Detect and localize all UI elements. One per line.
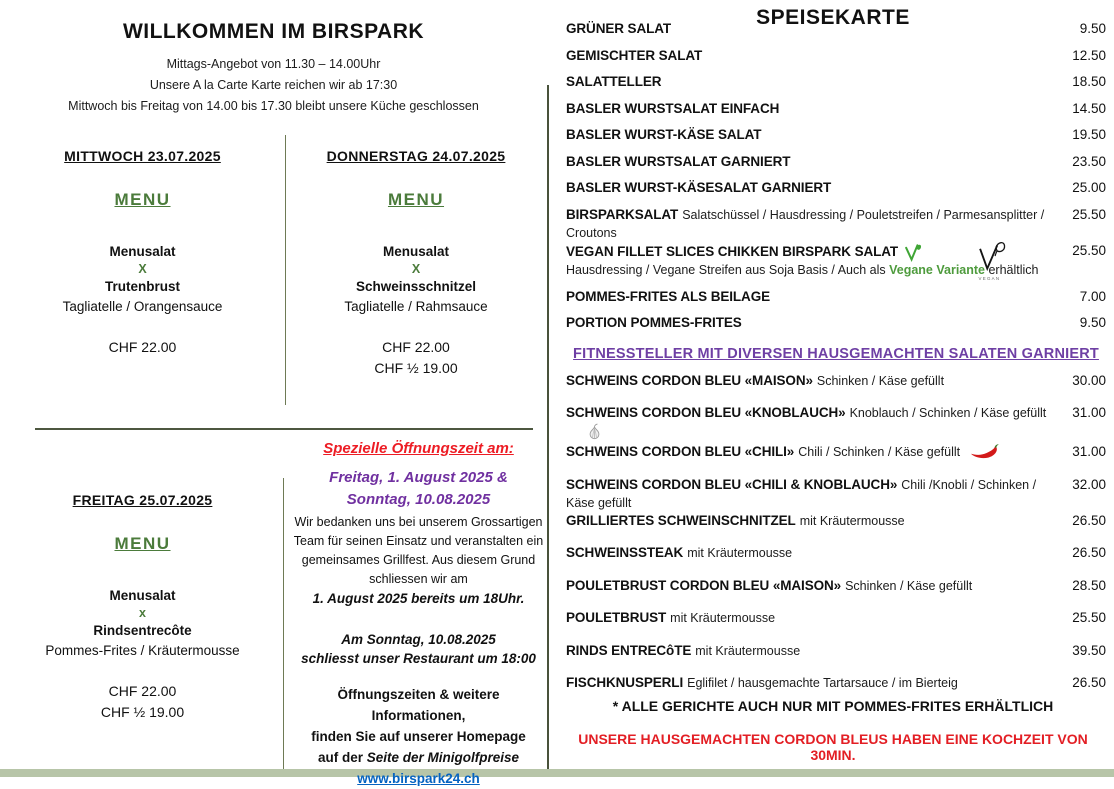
menu-item-line1 [566,179,1052,197]
menu-label: MENU [114,534,171,553]
menu-item-name: POULETBRUST [566,610,667,625]
menu-item-price: 18.50 [1072,74,1106,89]
menu-item-price: 12.50 [1072,47,1106,63]
menu-item-main [566,179,1060,197]
menu-item-name: RINDS ENTRECôTE [566,642,692,658]
menu-item-name: POMMES-FRITES ALS BEILAGE [566,288,771,304]
opening-hours-line: Mittwoch bis Freitag von 14.00 bis 17.30 bleibt unsere Küche geschlossen [68,99,479,113]
menu-item-name: BIRSPARKSALAT [566,206,679,222]
menu-item-row [566,404,1106,443]
menu-item-line1 [566,443,1052,461]
svg-text:VEGAN: VEGAN [978,275,1001,281]
menu-item-name: SCHWEINSSTEAK [566,545,684,560]
menu-item-price: 31.00 [1072,405,1106,420]
menu-item-line1 [566,577,1052,595]
menu-item-name: VEGAN FILLET SLICES CHIKKEN BIRSPARK SALAT [566,243,899,259]
menu-item-price: 39.50 [1072,642,1106,658]
menu-item-line1 [566,314,1052,332]
menu-item-row [566,206,1106,242]
menu-item-main [566,206,1060,242]
menu-item-desc: Knoblauch / Schinken / Käse gefüllt [849,406,1047,420]
page-title: WILLKOMMEN IM BIRSPARK [122,20,425,43]
menu-item-row [566,73,1106,100]
menu-item-line1 [566,206,1052,242]
menu-item-line1 [566,642,1052,660]
daily-menu-donnerstag [285,148,547,379]
menu-side: Tagliatelle / Orangensauce [62,299,223,314]
special-closing1: 1. August 2025 bereits um 18Uhr. [312,591,525,606]
special-body: Wir bedanken uns bei unserem Grossartigen Team für seinen Einsatz und veranstalten ein gemeinsames Grillfest. Aus diesem Grund schliessen wir am [293,515,544,586]
menu-item2: Schweinsschnitzel [355,279,477,294]
menu-item-line1 [566,288,1052,306]
menu-item-price: 26.50 [1072,512,1106,528]
menu-item-name: SCHWEINS CORDON BLEU «KNOBLAUCH» [566,405,846,420]
menu-item-line1 [566,404,1052,443]
opening-hours-line: Mittags-Angebot von 11.30 – 14.00Uhr [166,57,381,71]
menu-item-line1 [566,674,1052,692]
menu-item-name: BASLER WURST-KÄSESALAT GARNIERT [566,180,832,195]
menu-item-row [566,179,1106,206]
menu-item-name: SALATTELLER [566,74,662,89]
menu-item2: Trutenbrust [104,279,180,294]
menu-item-desc: Schinken / Käse gefüllt [845,578,973,593]
menu-item-main [566,100,1060,118]
menu-side: Tagliatelle / Rahmsauce [344,299,488,314]
menu-item-row [566,47,1106,74]
special-info-prefix: auf der [317,750,367,765]
menu-item-price: 28.50 [1072,577,1106,593]
menu-item-row [566,242,1106,288]
special-closing2-line2: schliesst unser Restaurant um 18:00 [301,651,536,666]
menu-item-main [566,153,1060,171]
menu-connector: X [411,262,421,276]
special-date-line: Freitag, 1. August 2025 & [329,469,508,486]
cooking-time-note: UNSERE HAUSGEMACHTEN CORDON BLEUS HABEN EINE KOCHZEIT VON 30MIN. [578,731,1088,763]
menu-list [566,20,1106,707]
divider-center-vertical [547,85,549,769]
menu-item-name: BASLER WURST-KÄSE SALAT [566,127,762,142]
menu-connector: x [139,606,146,620]
menu-item-price: 25.50 [1072,610,1106,625]
menu-item-desc: mit Kräutermousse [670,611,776,625]
line2-text: Hausdressing / Vegane Streifen aus Soja Basis / Auch als [566,262,890,277]
menu-label: MENU [387,190,445,209]
menu-item-row [566,314,1106,341]
menu-item-main [566,544,1060,562]
special-info-line: Öffnungszeiten & weitere Informationen, [337,687,500,723]
menu-day-heading: MITTWOCH 23.07.2025 [64,148,221,164]
menu-item-row [566,288,1106,315]
menu-item-row [566,512,1106,545]
menu-item-price: 31.00 [1072,444,1106,459]
menu-item-line1 [566,512,1052,530]
menu-item-row [566,577,1106,610]
menu-item-main [566,126,1060,144]
section-heading-fitnessteller: FITNESSTELLER MIT DIVERSEN HAUSGEMACHTEN SALATEN GARNIERT [573,345,1099,362]
menu-item-price: 25.50 [1072,242,1106,258]
special-date-line: Sonntag, 10.08.2025 [346,491,491,508]
line2-text: erhältlich [985,262,1039,277]
menu-price: CHF 22.00 [108,339,177,355]
menu-item-main [566,609,1060,627]
menu-item-price: 7.00 [1079,288,1106,304]
menu-item-row [566,476,1106,512]
menu-item-main [566,20,1060,38]
menu-item-row [566,20,1106,47]
menu-item-main [566,47,1060,65]
menu-item-name: FISCHKNUSPERLI [566,675,684,690]
daily-menu-freitag [0,492,285,723]
menu-item-main [566,404,1060,443]
menu-item-name: GRILLIERTES SCHWEINSCHNITZEL [566,512,796,528]
menu-price: CHF 22.00 [382,339,450,355]
left-panel [0,0,547,786]
opening-hours-line: Unsere A la Carte Karte reichen wir ab 17:30 [149,78,398,92]
menu-item-name: GRÜNER SALAT [566,21,672,36]
special-info-line: finden Sie auf unserer Homepage [311,729,526,744]
menu-item-main [566,372,1060,390]
menu-price: CHF 22.00 [108,683,177,699]
menu-item-row [566,609,1106,642]
vegan-variante-highlight: Vegane Variante [889,262,985,277]
menu-item-price: 26.50 [1072,545,1106,560]
menu-label: MENU [114,190,171,209]
menu-day-heading: DONNERSTAG 24.07.2025 [326,148,506,164]
menu-item1: Menusalat [109,244,176,259]
daily-menu-mittwoch [0,148,285,358]
menu-item-main [566,288,1060,306]
menu-item-main [566,314,1060,332]
menu-item-price: 32.00 [1072,476,1106,492]
menu-item-main [566,674,1060,692]
menu-item-name: SCHWEINS CORDON BLEU «CHILI» [566,444,795,459]
menu-item-row [566,642,1106,675]
menu-item-row [566,126,1106,153]
menu-item-line1 [566,20,1052,38]
homepage-link[interactable]: www.birspark24.ch [357,771,480,786]
menu-item-desc: Chili /Knobli / Schinken / Käse gefüllt [566,477,1037,510]
special-closing2-line1: Am Sonntag, 10.08.2025 [341,632,496,647]
speisekarte-title: SPEISEKARTE [756,6,910,29]
menu-item-price: 9.50 [1079,315,1106,330]
menu-item-desc: mit Kräutermousse [687,546,793,560]
menu-item-line1 [566,153,1052,171]
menu-item-row [566,372,1106,405]
menu-item2: Rindsentrecôte [93,623,192,638]
menu-item1: Menusalat [109,588,176,603]
menu-item-row [566,100,1106,127]
menu-item-name: BASLER WURSTSALAT EINFACH [566,100,780,116]
menu-item-price: 25.50 [1072,206,1106,222]
menu-item-price: 25.00 [1072,180,1106,195]
menu-item-price: 26.50 [1072,675,1106,690]
menu-item-price: 30.00 [1072,372,1106,388]
menu-item-line1 [566,100,1052,118]
special-info [290,684,547,789]
pommes-frites-note: * ALLE GERICHTE AUCH NUR MIT POMMES-FRITES ERHÄLTLICH [612,698,1054,714]
menu-item-line1 [566,609,1052,627]
menu-item-row [566,544,1106,577]
menu-item-main [566,642,1060,660]
menu-item-desc: Salatschüssel / Hausdressing / Pouletstreifen / Parmesansplitter / Croutons [566,207,1045,240]
menu-item-name: SCHWEINS CORDON BLEU «MAISON» [566,372,813,388]
menu-item-desc: Schinken / Käse gefüllt [816,373,945,388]
menu-item-line1 [566,73,1052,91]
menu-item-name: BASLER WURSTSALAT GARNIERT [566,153,791,169]
menu-item1: Menusalat [382,244,450,259]
garlic-icon [584,422,605,443]
menu-item-price: 9.50 [1079,21,1106,36]
menu-day-heading: FREITAG 25.07.2025 [72,492,213,508]
menu-item-name: POULETBRUST CORDON BLEU «MAISON» [566,577,842,593]
menu-item-name: PORTION POMMES-FRITES [566,315,742,330]
menu-item-line1 [566,372,1052,390]
menu-item-desc: Eglifilet / hausgemachte Tartarsauce / im Bierteig [687,676,958,690]
menu-item-price: 23.50 [1072,153,1106,169]
vegan-logo-icon [970,240,1010,284]
menu-item-line1 [566,126,1052,144]
vegan-check-icon [902,242,922,262]
menu-side: Pommes-Frites / Kräutermousse [45,643,240,658]
menu-connector: X [138,262,147,276]
menu-item-price: 19.50 [1072,127,1106,142]
chili-icon [968,443,1000,460]
special-info-italic: Seite der Minigolfpreise [366,750,520,765]
special-dates [290,467,547,511]
menu-item-name: GEMISCHTER SALAT [566,47,703,63]
menu-item-desc: mit Kräutermousse [799,513,905,528]
menu-item-main [566,577,1060,595]
menu-item-line1 [566,47,1052,65]
menu-price-half: CHF ½ 19.00 [100,704,185,720]
menu-item-main [566,512,1060,530]
menu-item-row [566,443,1106,476]
menu-item-line1 [566,476,1052,512]
opening-hours-note [0,54,547,117]
menu-item-name: SCHWEINS CORDON BLEU «CHILI & KNOBLAUCH» [566,476,898,492]
menu-item-main [566,476,1060,512]
special-notice [290,440,547,789]
special-notice-heading: Spezielle Öffnungszeit am: [323,440,514,457]
menu-price-half: CHF ½ 19.00 [374,360,458,376]
menu-item-main [566,73,1060,91]
speisekarte-panel [560,0,1106,777]
special-info-line [290,747,547,768]
menu-item-main [566,443,1060,461]
menu-item-row [566,153,1106,180]
menu-item-desc: mit Kräutermousse [695,643,801,658]
menu-item-price: 14.50 [1072,100,1106,116]
menu-item-line1 [566,544,1052,562]
menu-item-desc: Chili / Schinken / Käse gefüllt [798,445,961,459]
